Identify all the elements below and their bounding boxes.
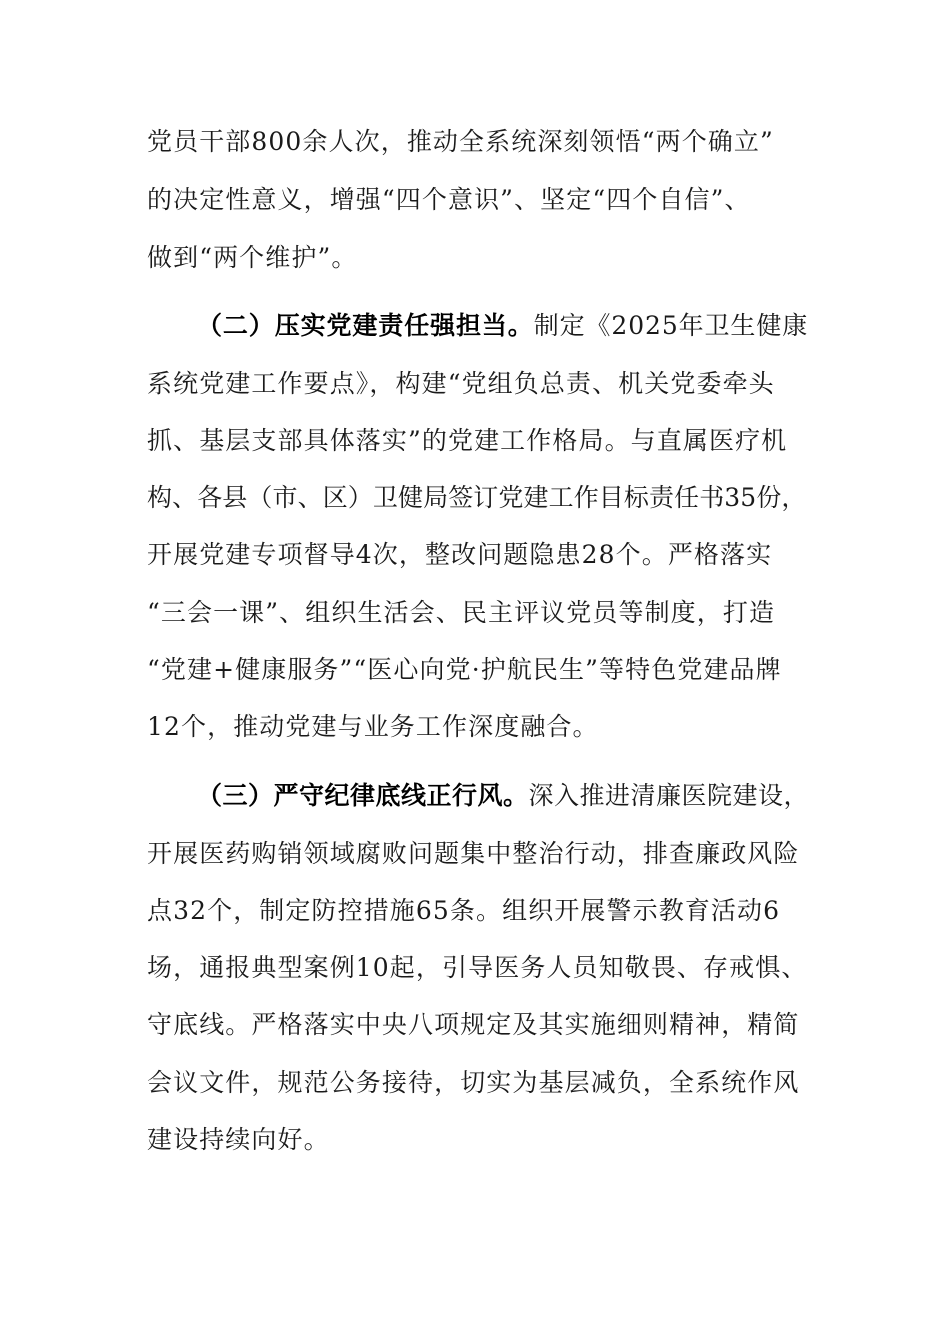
paragraph-2-first-line-text: 制定《2025年卫生健康	[533, 311, 809, 340]
paragraph-3-line-3: 点32个，制定防控措施65条。组织开展警示教育活动6	[147, 896, 781, 925]
paragraph-2-line-5: 开展党建专项督导4次，整改问题隐患28个。严格落实	[147, 540, 773, 569]
paragraph-3-line-7: 建设持续向好。	[147, 1125, 330, 1154]
paragraph-2-line-7: “党建+健康服务”“医心向党·护航民生”等特色党建品牌	[147, 655, 782, 684]
paragraph-3-line-4: 场，通报典型案例10起，引导医务人员知敬畏、存戒惧、	[147, 953, 808, 982]
paragraph-2-first-line	[197, 310, 808, 342]
paragraph-2-line-4: 构、各县（市、区）卫健局签订党建工作目标责任书35份，	[147, 483, 807, 512]
paragraph-3-line-5: 守底线。严格落实中央八项规定及其实施细则精神，精简	[147, 1010, 800, 1039]
paragraph-3-first-line-text: 深入推进清廉医院建设，	[528, 781, 810, 810]
paragraph-2-heading: （二）压实党建责任强担当。	[197, 311, 534, 340]
paragraph-2-line-8: 12个，推动党建与业务工作深度融合。	[147, 712, 599, 741]
paragraph-1-line-2: 的决定性意义，增强“四个意识”、坚定“四个自信”、	[147, 185, 751, 214]
paragraph-3-first-line	[197, 780, 809, 812]
paragraph-1-line-1: 党员干部800余人次，推动全系统深刻领悟“两个确立”	[147, 127, 774, 156]
paragraph-2-line-3: 抓、基层支部具体落实”的党建工作格局。与直属医疗机	[147, 426, 788, 455]
paragraph-2-line-6: “三会一课”、组织生活会、民主评议党员等制度，打造	[147, 598, 776, 627]
paragraph-1-line-3: 做到“两个维护”。	[147, 243, 358, 272]
paragraph-3-line-2: 开展医药购销领域腐败问题集中整治行动，排查廉政风险	[147, 839, 800, 868]
paragraph-2-line-2: 系统党建工作要点》，构建“党组负总责、机关党委牵头	[147, 369, 775, 398]
paragraph-3-heading: （三）严守纪律底线正行风。	[197, 781, 529, 810]
paragraph-3-line-6: 会议文件，规范公务接待，切实为基层减负，全系统作风	[147, 1068, 800, 1097]
